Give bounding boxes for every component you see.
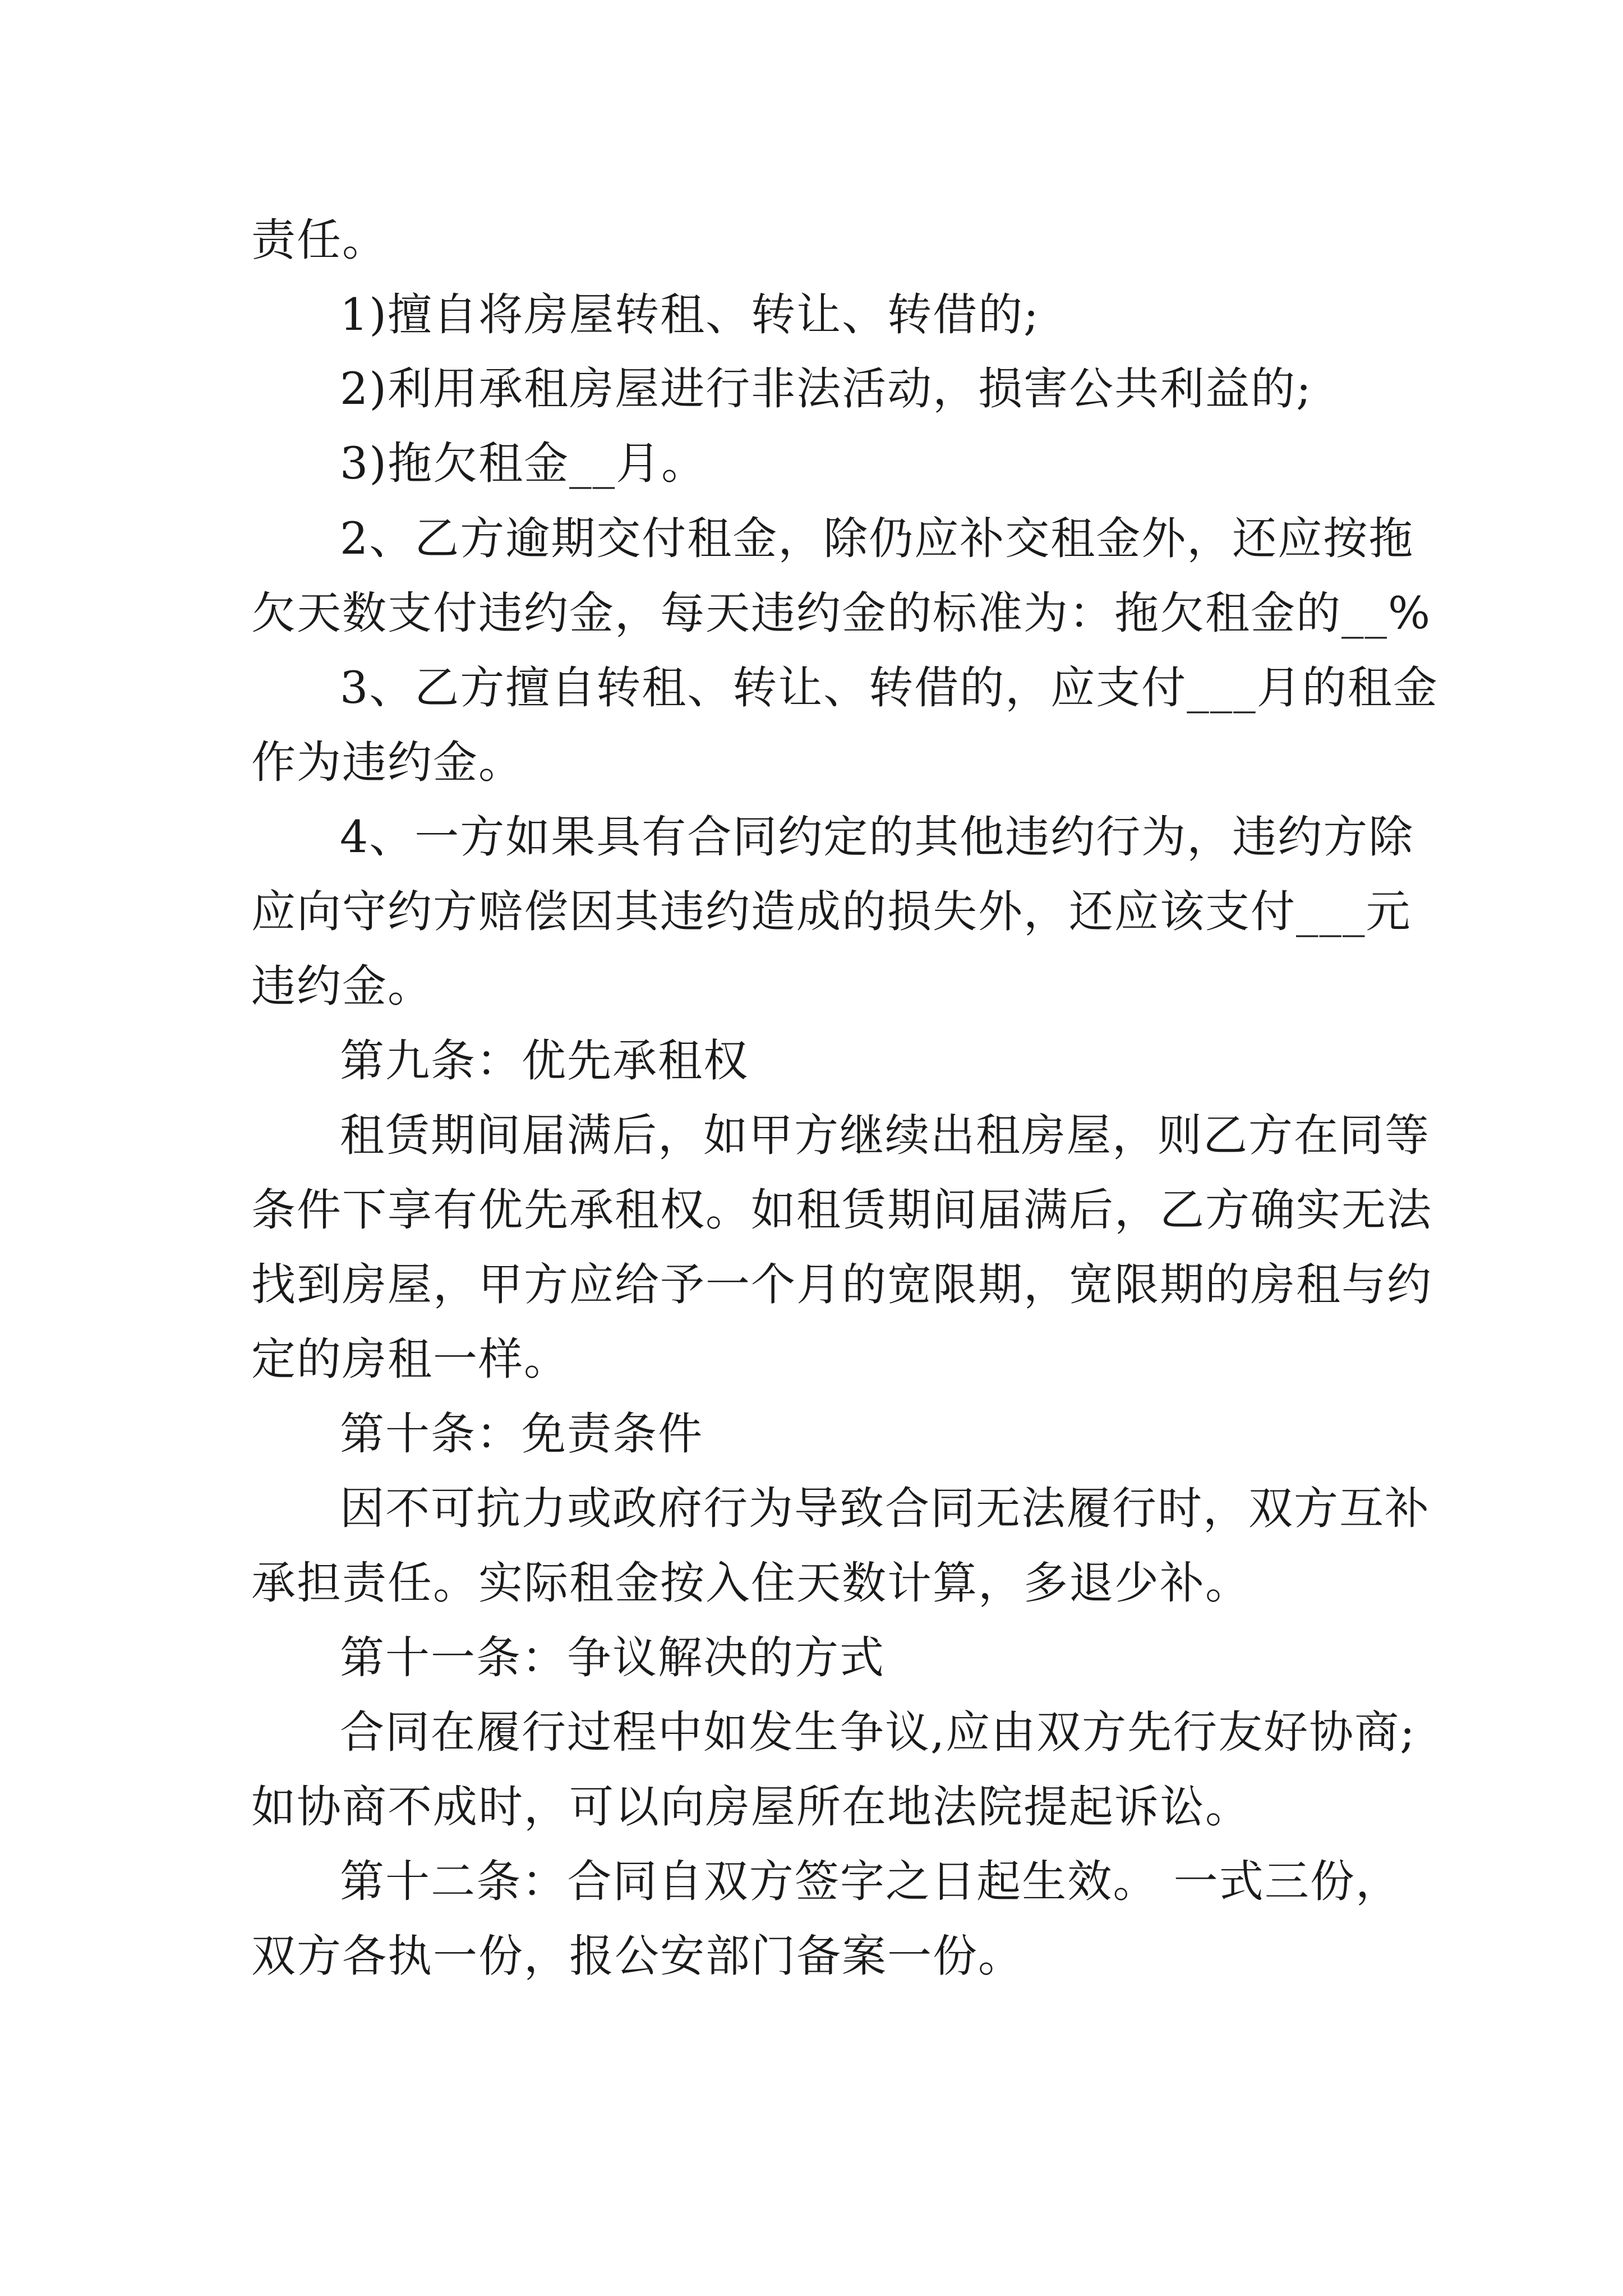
text-line: 租赁期间届满后，如甲方继续出租房屋，则乙方在同等 (340, 1110, 1430, 1161)
text-line: 因不可抗力或政府行为导致合同无法履行时，双方互补 (340, 1483, 1430, 1534)
text-line: 承担责任。实际租金按入住天数计算，多退少补。 (251, 1557, 1251, 1609)
text-line: 责任。 (251, 214, 388, 266)
text-line: 1)擅自将房屋转租、转让、转借的; (340, 289, 1040, 341)
text-line: 4、一方如果具有合同约定的其他违约行为，违约方除 (340, 811, 1414, 863)
text-line: 应向守约方赔偿因其违约造成的损失外，还应该支付___元 (251, 886, 1412, 937)
text-line: 找到房屋，甲方应给予一个月的宽限期，宽限期的房租与约 (251, 1259, 1432, 1310)
text-line: 合同在履行过程中如发生争议,应由双方先行友好协商; (340, 1706, 1416, 1758)
text-line: 2)利用承租房屋进行非法活动，损害公共利益的; (340, 363, 1312, 415)
section-heading: 第九条：优先承租权 (340, 1035, 749, 1087)
text-line: 2、乙方逾期交付租金，除仍应补交租金外，还应按拖 (340, 513, 1414, 564)
text-line: 欠天数支付违约金，每天违约金的标准为：拖欠租金的__% (251, 587, 1432, 639)
text-line: 条件下享有优先承租权。如租赁期间届满后，乙方确实无法 (251, 1184, 1432, 1236)
section-heading: 第十条：免责条件 (340, 1408, 703, 1460)
text-line: 违约金。 (251, 960, 433, 1012)
section-heading: 第十一条：争议解决的方式 (340, 1632, 885, 1683)
text-line: 3)拖欠租金__月。 (340, 438, 707, 489)
text-line: 如协商不成时，可以向房屋所在地法院提起诉讼。 (251, 1781, 1251, 1833)
text-line: 作为违约金。 (251, 737, 524, 788)
text-line: 第十二条：合同自双方签字之日起生效。 一式三份， (340, 1856, 1401, 1907)
text-line: 3、乙方擅自转租、转让、转借的，应支付___月的租金 (340, 662, 1438, 714)
text-line: 定的房租一样。 (251, 1333, 569, 1385)
text-line: 双方各执一份，报公安部门备案一份。 (251, 1930, 1023, 1982)
